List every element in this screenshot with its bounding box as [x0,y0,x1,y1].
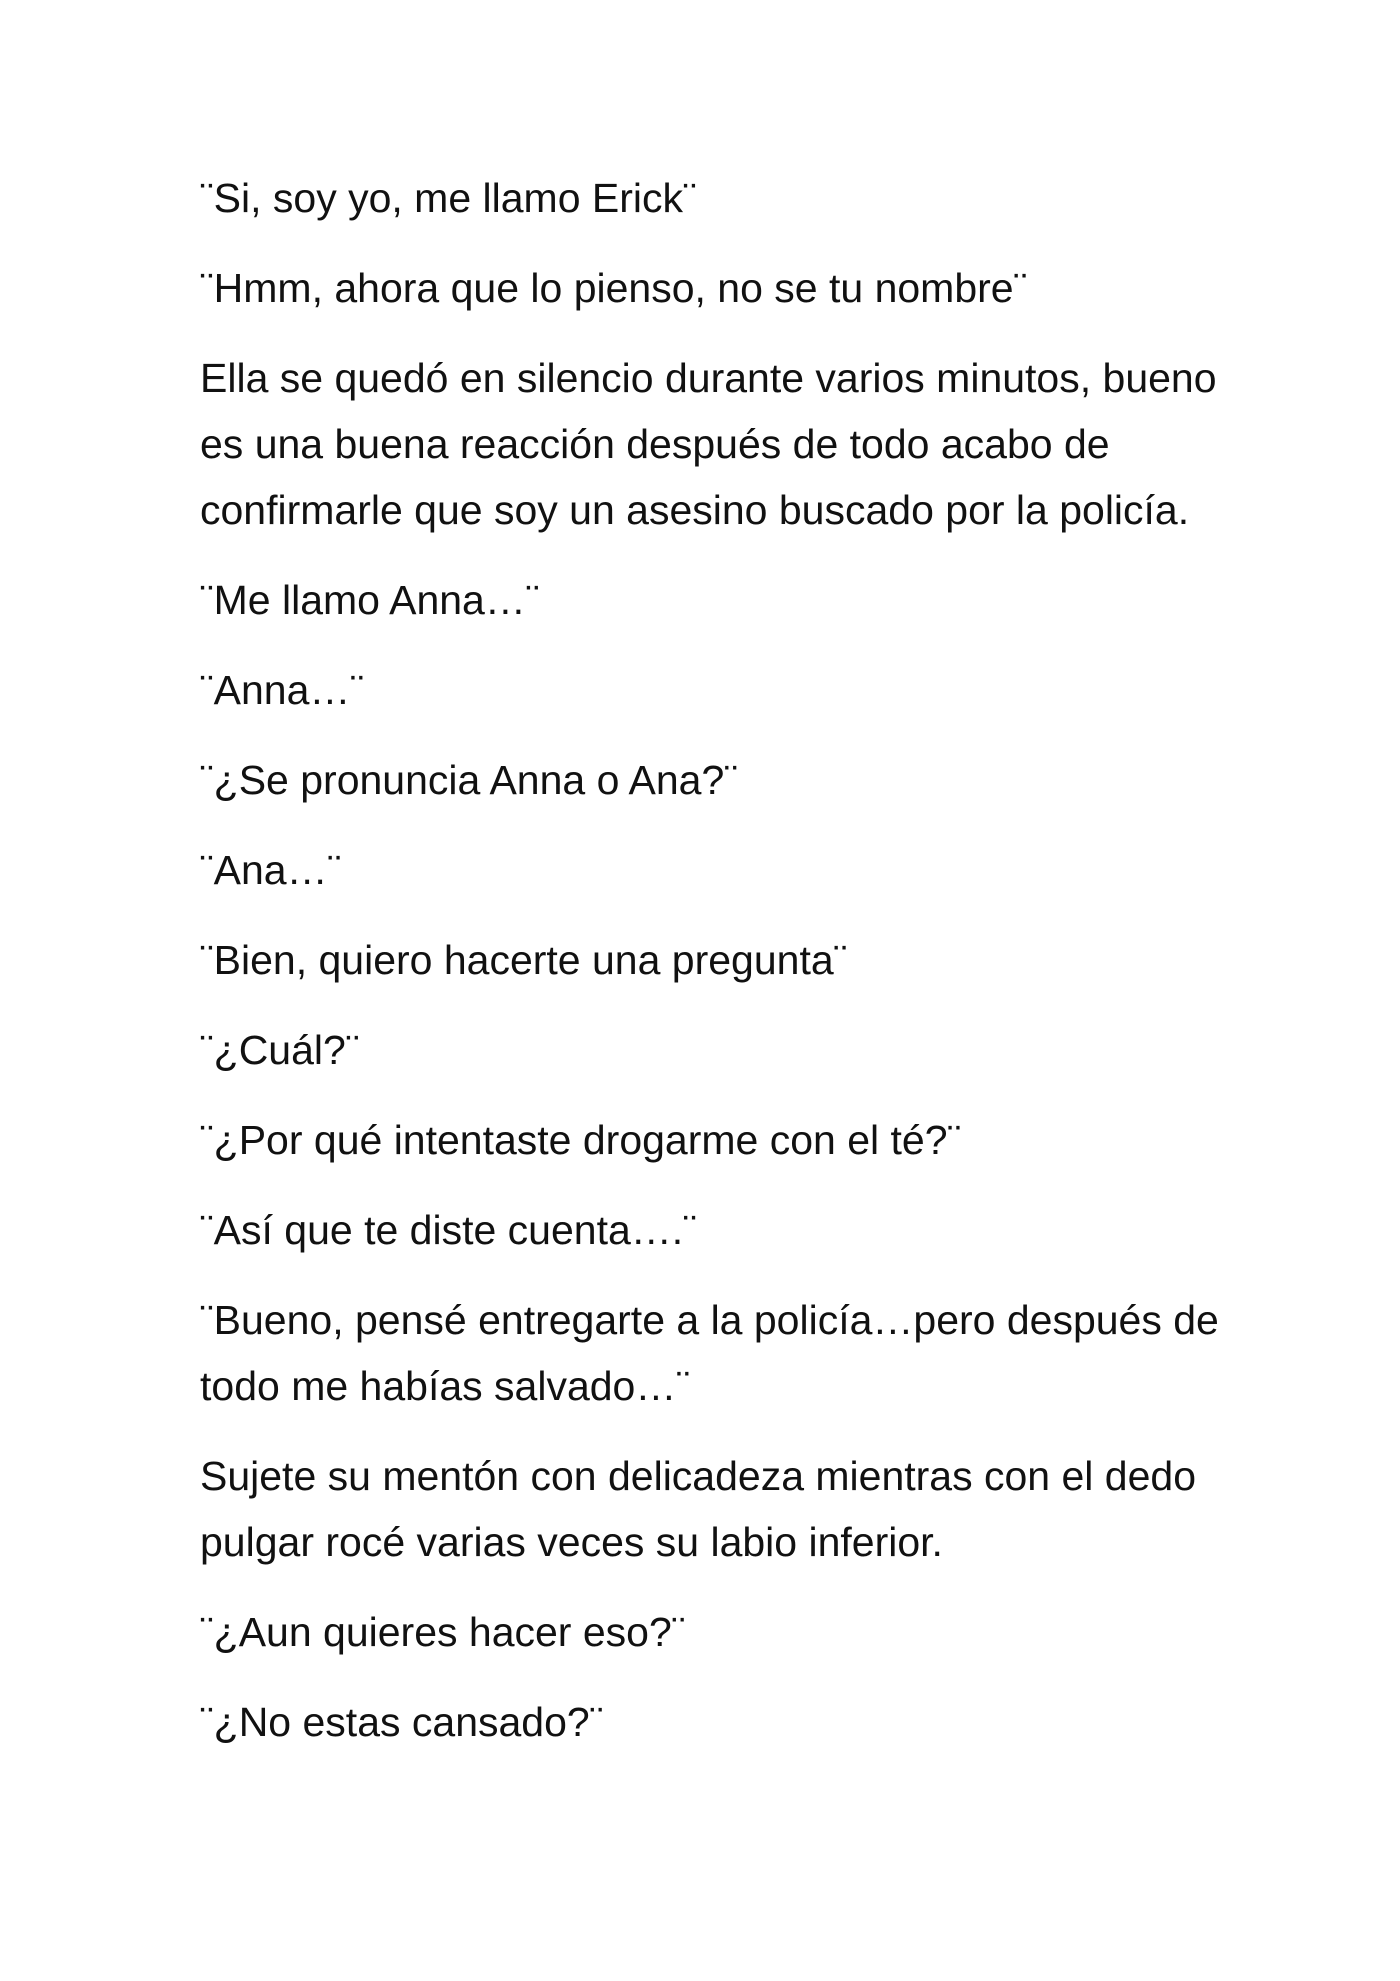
paragraph: ¨Si, soy yo, me llamo Erick¨ [200,175,697,221]
paragraph: Sujete su mentón con delicadeza mientras con el dedo pulgar rocé varias veces su labio inferior. [200,1453,1197,1565]
paragraph: ¨Así que te diste cuenta….¨ [200,1207,697,1253]
paragraph: ¨Bien, quiero hacerte una pregunta¨ [200,937,848,983]
paragraph: Ella se quedó en silencio durante varios minutos, bueno es una buena reacción después de todo acabo de confirmarle que soy un asesino buscado por la policía. [200,355,1217,533]
paragraph: ¨Hmm, ahora que lo pienso, no se tu nombre¨ [200,265,1028,311]
paragraph: ¨Anna…¨ [200,667,365,713]
paragraph: ¨Me llamo Anna…¨ [200,577,540,623]
paragraph: ¨¿No estas cansado?¨ [200,1699,604,1745]
paragraph: ¨¿Por qué intentaste drogarme con el té?¨ [200,1117,962,1163]
paragraph: ¨Bueno, pensé entregarte a la policía…pero después de todo me habías salvado…¨ [200,1297,1219,1409]
text-body [200,165,1220,1779]
paragraph: ¨¿Cuál?¨ [200,1027,360,1073]
paragraph: ¨¿Aun quieres hacer eso?¨ [200,1609,686,1655]
paragraph: ¨¿Se pronuncia Anna o Ana?¨ [200,757,738,803]
paragraph: ¨Ana…¨ [200,847,342,893]
